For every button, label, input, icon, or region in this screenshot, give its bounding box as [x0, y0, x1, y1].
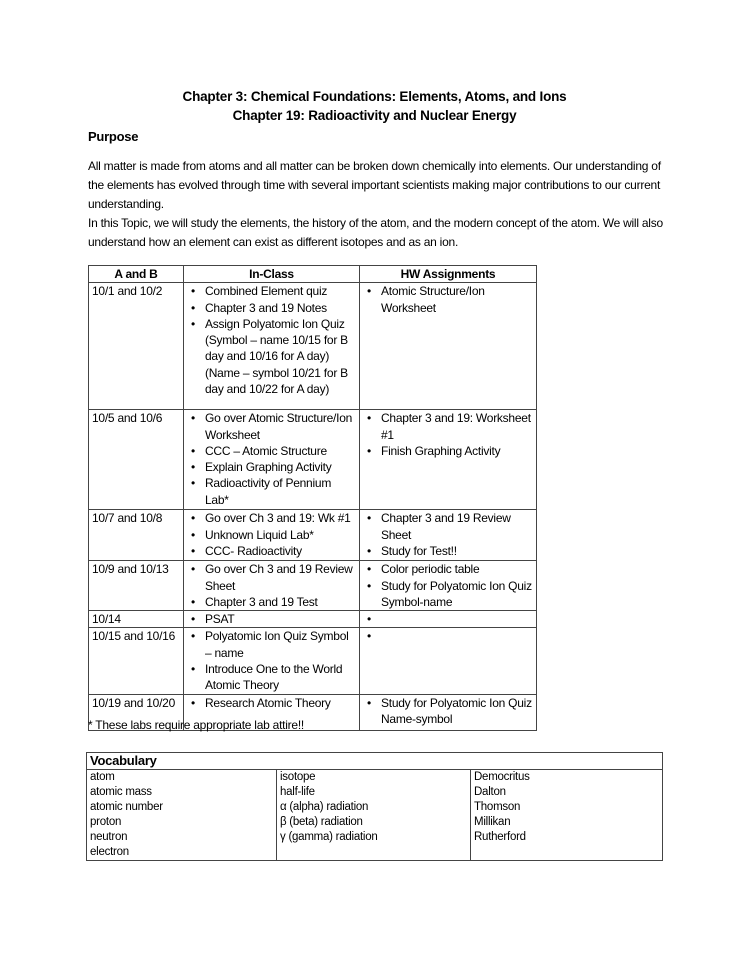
hw-item: • Color periodic table: [363, 561, 533, 577]
date-cell: 10/19 and 10/20: [89, 694, 184, 730]
in-class-item: • Radioactivity of Pennium Lab*: [187, 475, 356, 508]
in-class-item: • Go over Ch 3 and 19: Wk #1: [187, 510, 356, 526]
in-class-list: [187, 561, 356, 610]
hw-item: • Study for Test!!: [363, 543, 533, 559]
hw-item: • Chapter 3 and 19 Review Sheet: [363, 510, 533, 543]
lab-attire-note: * These labs require appropriate lab attire!!: [88, 718, 304, 732]
in-class-item: • Go over Ch 3 and 19 Review Sheet: [187, 561, 356, 594]
in-class-item: • Combined Element quiz: [187, 283, 356, 299]
date-cell: 10/7 and 10/8: [89, 510, 184, 561]
hw-cell: [360, 611, 537, 628]
header-hw-assignments: HW Assignments: [360, 266, 537, 283]
vocabulary-term: electron: [90, 846, 129, 858]
schedule-row: [89, 628, 537, 694]
in-class-list: [187, 283, 356, 397]
schedule-row: [89, 410, 537, 510]
vocabulary-table: [86, 752, 663, 861]
in-class-list: [187, 611, 356, 627]
in-class-item: • Chapter 3 and 19 Test: [187, 594, 356, 610]
vocabulary-term: γ (gamma) radiation: [280, 831, 378, 843]
date-cell: 10/9 and 10/13: [89, 561, 184, 611]
date-cell: 10/5 and 10/6: [89, 410, 184, 510]
in-class-cell: [184, 510, 360, 561]
schedule-row: [89, 510, 537, 561]
schedule-row: [89, 561, 537, 611]
in-class-item: • CCC- Radioactivity: [187, 543, 356, 559]
header-a-and-b: A and B: [89, 266, 184, 283]
hw-list: [363, 510, 533, 559]
vocabulary-heading: Vocabulary: [87, 753, 663, 770]
hw-item: • Chapter 3 and 19: Worksheet #1: [363, 410, 533, 443]
vocabulary-column: [471, 770, 663, 861]
vocabulary-term: Rutherford: [474, 831, 526, 843]
in-class-item: • PSAT: [187, 611, 356, 627]
vocabulary-term: β (beta) radiation: [280, 816, 363, 828]
hw-list: [363, 410, 533, 459]
vocabulary-term: atomic number: [90, 801, 163, 813]
vocabulary-term: neutron: [90, 831, 128, 843]
vocabulary-term: isotope: [280, 771, 316, 783]
hw-list: [363, 695, 533, 728]
vocabulary-term: Thomson: [474, 801, 521, 813]
in-class-list: [187, 628, 356, 693]
in-class-item: • Introduce One to the World Atomic Theory: [187, 661, 356, 694]
vocabulary-term: half-life: [280, 786, 315, 798]
hw-list: [363, 561, 533, 610]
in-class-item: • Research Atomic Theory: [187, 695, 356, 711]
hw-cell: [360, 561, 537, 611]
in-class-item: • Chapter 3 and 19 Notes: [187, 300, 356, 316]
in-class-cell: [184, 283, 360, 410]
purpose-paragraph-2: In this Topic, we will study the elements, the history of the atom, and the modern concept of the atom. We will also understand how an element can exist as different isotopes and as an ion.: [88, 216, 663, 249]
purpose-paragraph-1: All matter is made from atoms and all matter can be broken down chemically into elements. Our understanding of the elements has evolved through time with several important scientists making major contributions to our current understanding.: [88, 159, 661, 211]
chapter-3-title: Chapter 3: Chemical Foundations: Elements, Atoms, and Ions: [182, 89, 567, 104]
vocabulary-term: Millikan: [474, 816, 511, 828]
in-class-cell: [184, 561, 360, 611]
hw-item: • Finish Graphing Activity: [363, 443, 533, 459]
in-class-item: • Polyatomic Ion Quiz Symbol – name: [187, 628, 356, 661]
vocabulary-term: atomic mass: [90, 786, 152, 798]
in-class-item: • Assign Polyatomic Ion Quiz (Symbol – name 10/15 for B day and 10/16 for A day) (Name – symbol 10/21 for B day and 10/22 for A day): [187, 316, 356, 397]
date-cell: 10/1 and 10/2: [89, 283, 184, 410]
hw-list: [363, 283, 533, 316]
purpose-heading: Purpose: [88, 129, 139, 144]
hw-item: • Study for Polyatomic Ion Quiz Name-symbol: [363, 695, 533, 728]
date-cell: 10/15 and 10/16: [89, 628, 184, 694]
vocabulary-term: atom: [90, 771, 115, 783]
vocabulary-column: [87, 770, 277, 861]
vocabulary-column: [277, 770, 471, 861]
in-class-cell: [184, 628, 360, 694]
in-class-list: [187, 510, 356, 559]
vocabulary-term: proton: [90, 816, 122, 828]
in-class-list: [187, 695, 356, 711]
in-class-item: • Unknown Liquid Lab*: [187, 527, 356, 543]
hw-cell: [360, 694, 537, 730]
hw-item: • Study for Polyatomic Ion Quiz Symbol-name: [363, 578, 533, 611]
chapter-19-title: Chapter 19: Radioactivity and Nuclear Energy: [232, 108, 517, 123]
in-class-cell: [184, 410, 360, 510]
hw-cell: [360, 628, 537, 694]
header-in-class: In-Class: [184, 266, 360, 283]
hw-cell: [360, 410, 537, 510]
in-class-item: • CCC – Atomic Structure: [187, 443, 356, 459]
schedule-row: [89, 283, 537, 410]
schedule-row: [89, 611, 537, 628]
in-class-item: • Explain Graphing Activity: [187, 459, 356, 475]
in-class-list: [187, 410, 356, 508]
vocabulary-term: α (alpha) radiation: [280, 801, 369, 813]
date-cell: 10/14: [89, 611, 184, 628]
schedule-table: [88, 265, 537, 731]
vocabulary-term: Democritus: [474, 771, 530, 783]
hw-cell: [360, 510, 537, 561]
in-class-cell: [184, 611, 360, 628]
in-class-item: • Go over Atomic Structure/Ion Worksheet: [187, 410, 356, 443]
hw-cell: [360, 283, 537, 410]
hw-item: • Atomic Structure/Ion Worksheet: [363, 283, 533, 316]
vocabulary-term: Dalton: [474, 786, 506, 798]
